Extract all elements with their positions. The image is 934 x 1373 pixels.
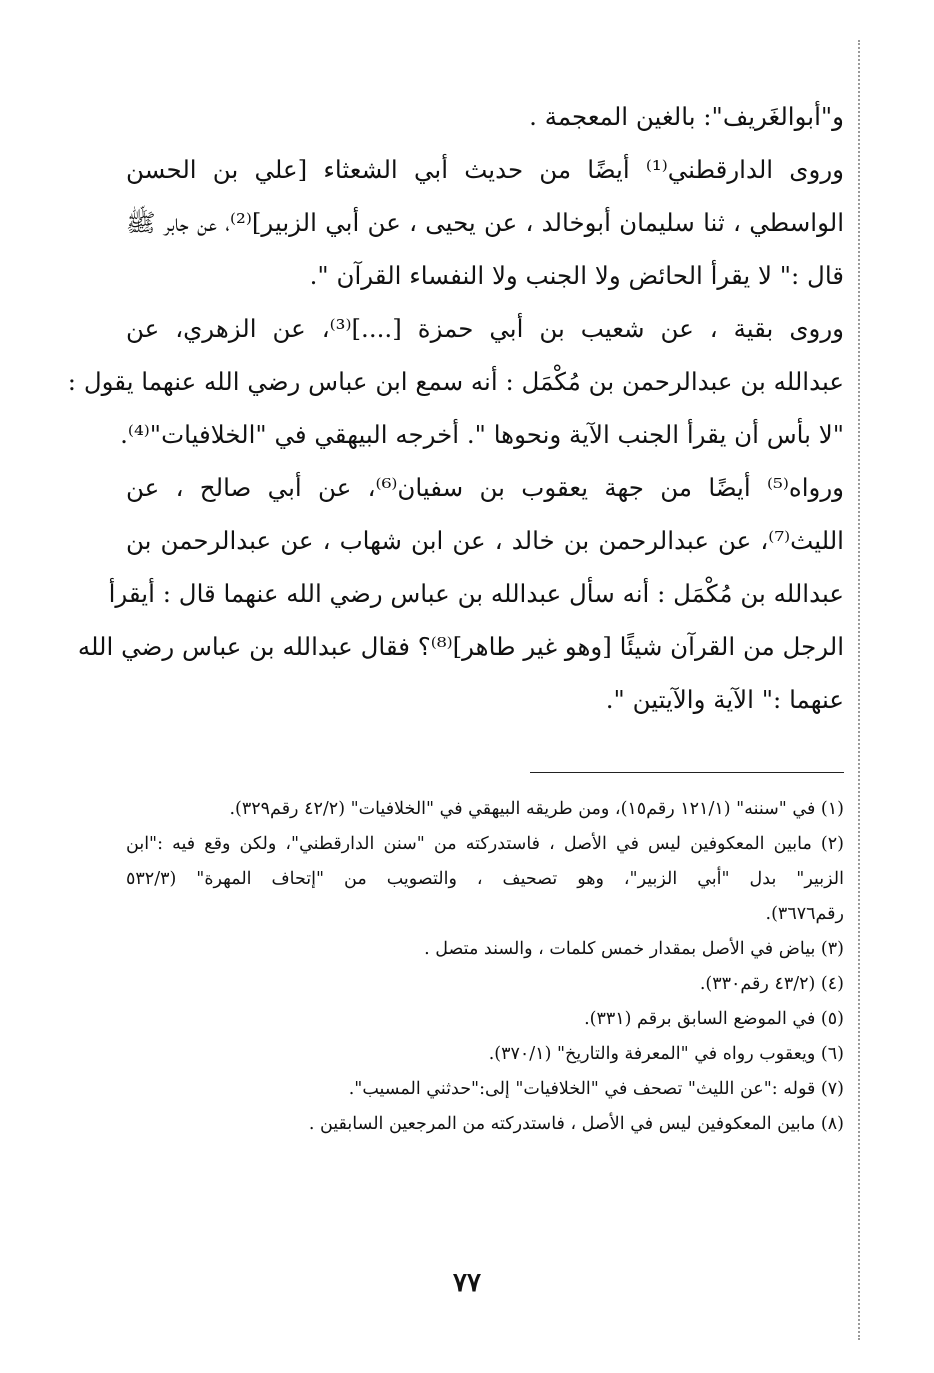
footnote-line: (٢) مابين المعكوفين ليس في الأصل ، فاستدركته من "سنن الدارقطني"، ولكن وقع فيه :"ابن [126,834,844,854]
footnote-line: (٧) قوله :"عن الليث" تصحف في "الخلافيات" إلى:"حدثني المسيب". [348,1079,844,1099]
footnote-line: (٨) مابين المعكوفين ليس في الأصل ، فاستدركته من المرجعين السابقين . [308,1114,844,1134]
footnotes-section [126,792,844,1142]
text-line: وروى الدارقطني⁽¹⁾ أيضًا من حديث أبي الشعثاء [علي بن الحسن [126,155,844,184]
footnote-line: (٣) بياض في الأصل بمقدار خمس كلمات ، والسند متصل . [424,939,844,959]
footnote-line: رقم٣٦٧٦). [765,904,844,924]
footnote-separator-rule [530,772,844,773]
text-line: عبدالله بن مُكْمَل : أنه سأل عبدالله بن عباس رضي الله عنهما قال : أيقرأ [108,579,844,608]
text-line: الرجل من القرآن شيئًا [وهو غير طاهر]⁽⁸⁾؟ فقال عبدالله بن عباس رضي الله [77,632,844,661]
text-line: الواسطي ، ثنا سليمان أبوخالد ، عن يحيى ، عن أبي الزبير]⁽²⁾، عن جابر ﷺ [126,208,844,237]
main-text-body [67,90,845,726]
page-number: ٧٧ [453,1268,481,1298]
text-line: "لا بأس أن يقرأ الجنب الآية ونحوها ". أخرجه البيهقي في "الخلافيات"⁽⁴⁾. [120,420,844,449]
text-line: و"أبوالغَريف": بالغين المعجمة . [529,102,844,131]
text-line: قال :" لا يقرأ الحائض ولا الجنب ولا النفساء القرآن ". [309,261,844,290]
footnote-line: (٤) (٤٣/٢ رقم٣٣٠). [699,974,844,994]
text-line: عنهما :" الآية والآيتين ". [605,685,844,714]
footnote-line: (١) في "سننه" (١٢١/١ رقم١٥)، ومن طريقه البيهقي في "الخلافيات" (٤٢/٢ رقم٣٢٩). [229,799,844,819]
footnote-line: (٦) ويعقوب رواه في "المعرفة والتاريخ" (٣٧٠/١). [488,1044,844,1064]
page-edge-dotted-line [858,40,860,1340]
text-line: الليث⁽⁷⁾، عن عبدالرحمن بن خالد ، عن ابن شهاب ، عن عبدالرحمن بن [126,526,844,555]
text-line: ورواه⁽⁵⁾ أيضًا من جهة يعقوب بن سفيان⁽⁶⁾، عن أبي صالح ، عن [126,473,844,502]
text-line: وروى بقية ، عن شعيب بن أبي حمزة [....]⁽³⁾، عن الزهري، عن [126,314,845,343]
footnote-line: الزبير" بدل "أبي الزبير"، وهو تصحيف ، والتصويب من "إتحاف المهرة" (٥٣٢/٣ [126,869,844,889]
text-line: عبدالله بن عبدالرحمن بن مُكْمَل : أنه سمع ابن عباس رضي الله عنهما يقول : [67,367,844,396]
footnote-line: (٥) في الموضع السابق برقم (٣٣١). [584,1009,844,1029]
